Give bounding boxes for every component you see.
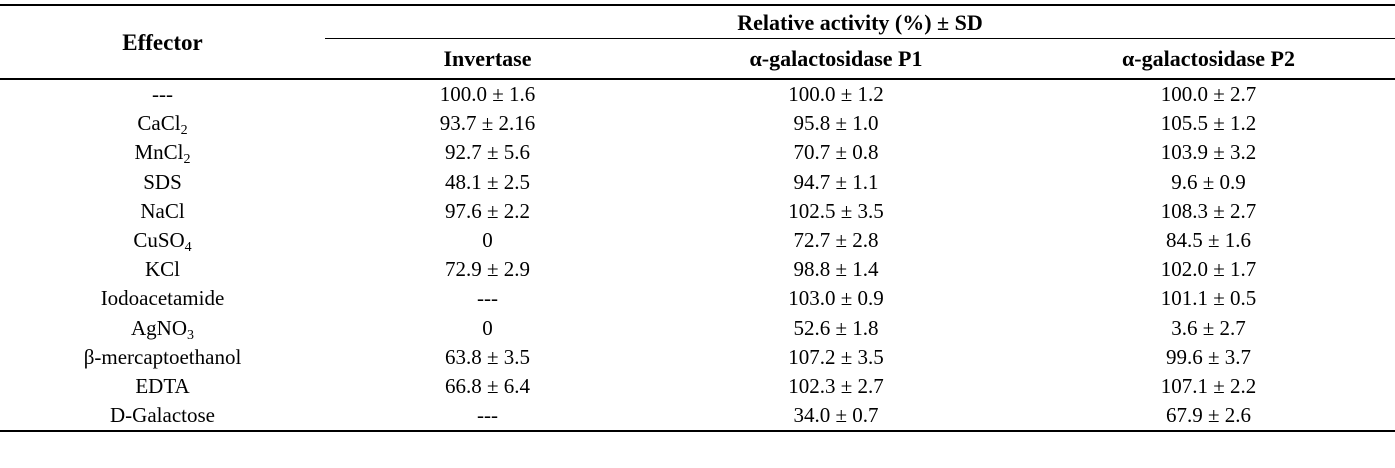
table-row	[0, 197, 1395, 226]
galactosidase-p2-value-cell: 101.1 ± 0.5	[1160, 286, 1257, 311]
invertase-value-cell: 0	[482, 315, 493, 340]
galactosidase-p2-value-cell: 99.6 ± 3.7	[1166, 344, 1252, 369]
table-row	[0, 79, 1395, 109]
galactosidase-p1-value-cell: 107.2 ± 3.5	[788, 344, 884, 369]
effector-cell	[0, 79, 325, 109]
effector-name: D-Galactose	[110, 403, 215, 428]
invertase-value-cell: ---	[477, 286, 498, 311]
galactosidase-p2-value-cell: 107.1 ± 2.2	[1160, 373, 1257, 398]
invertase-value-cell: 63.8 ± 3.5	[444, 344, 531, 369]
effector-cell	[0, 401, 325, 431]
effector-cell	[0, 372, 325, 401]
effector-cell	[0, 343, 325, 372]
invertase-value-cell: 0	[482, 228, 493, 253]
effector-cell	[0, 168, 325, 197]
table-header	[0, 5, 1395, 79]
effector-name: AgNO	[131, 315, 187, 340]
table-row	[0, 284, 1395, 313]
effector-name: CuSO	[133, 228, 185, 253]
galactosidase-p2-column-header: α-galactosidase P2	[1022, 39, 1395, 79]
galactosidase-p2-value-cell: 105.5 ± 1.2	[1160, 111, 1257, 136]
effector-name: ---	[152, 82, 173, 107]
galactosidase-p1-value-cell: 100.0 ± 1.2	[788, 82, 884, 107]
table-body	[0, 79, 1395, 431]
effector-cell	[0, 284, 325, 313]
effector-subscript: 3	[187, 327, 194, 343]
invertase-value-cell: 97.6 ± 2.2	[444, 198, 531, 223]
effector-cell	[0, 255, 325, 284]
galactosidase-p1-value-cell: 72.7 ± 2.8	[793, 228, 879, 253]
invertase-column-header: Invertase	[325, 39, 650, 79]
galactosidase-p2-value-cell: 84.5 ± 1.6	[1166, 228, 1252, 253]
invertase-value-cell: 72.9 ± 2.9	[444, 257, 531, 282]
effector-name: β-mercaptoethanol	[83, 344, 242, 369]
invertase-value-cell: ---	[325, 401, 650, 431]
galactosidase-p1-value-cell: 103.0 ± 0.9	[788, 286, 884, 311]
galactosidase-p1-value-cell: 52.6 ± 1.8	[793, 315, 879, 340]
galactosidase-p1-value-cell: 70.7 ± 0.8	[793, 140, 879, 165]
effector-activity-table	[0, 4, 1395, 432]
effector-name: Iodoacetamide	[100, 286, 225, 311]
invertase-value-cell: 100.0 ± 1.6	[439, 82, 536, 107]
invertase-value-cell: 92.7 ± 5.6	[444, 140, 531, 165]
galactosidase-p1-value-cell: 102.5 ± 3.5	[788, 198, 884, 223]
galactosidase-p1-value-cell: 34.0 ± 0.7	[650, 401, 1022, 431]
table-row	[0, 138, 1395, 167]
table-row	[0, 168, 1395, 197]
table-row	[0, 343, 1395, 372]
galactosidase-p2-value-cell: 67.9 ± 2.6	[1022, 401, 1395, 431]
effector-column-header: Effector	[0, 5, 325, 79]
galactosidase-p1-value-cell: 94.7 ± 1.1	[793, 169, 879, 194]
effector-cell	[0, 109, 325, 138]
effector-cell	[0, 138, 325, 167]
table-row	[0, 255, 1395, 284]
galactosidase-p2-value-cell: 102.0 ± 1.7	[1160, 257, 1257, 282]
table-row	[0, 109, 1395, 138]
effector-subscript: 4	[184, 240, 192, 256]
effector-name: SDS	[143, 169, 182, 194]
invertase-value-cell: 93.7 ± 2.16	[439, 111, 536, 136]
effector-name: MnCl	[134, 140, 184, 165]
table-row	[0, 314, 1395, 343]
table-row	[0, 372, 1395, 401]
invertase-value-cell: 66.8 ± 6.4	[444, 373, 531, 398]
effector-name: CaCl	[137, 111, 181, 136]
effector-name: KCl	[144, 257, 180, 282]
table-row	[0, 226, 1395, 255]
galactosidase-p2-value-cell: 108.3 ± 2.7	[1160, 198, 1257, 223]
invertase-value-cell: 48.1 ± 2.5	[444, 169, 531, 194]
galactosidase-p1-value-cell: 102.3 ± 2.7	[788, 373, 884, 398]
header-row-group	[0, 5, 1395, 39]
galactosidase-p2-value-cell: 3.6 ± 2.7	[1171, 315, 1246, 340]
galactosidase-p1-value-cell: 98.8 ± 1.4	[793, 257, 879, 282]
effector-name: NaCl	[140, 198, 185, 223]
relative-activity-group-header: Relative activity (%) ± SD	[325, 5, 1395, 39]
galactosidase-p1-value-cell: 95.8 ± 1.0	[793, 111, 879, 136]
effector-cell	[0, 314, 325, 343]
effector-cell	[0, 226, 325, 255]
effector-cell	[0, 197, 325, 226]
effector-subscript: 2	[180, 123, 188, 139]
galactosidase-p1-column-header: α-galactosidase P1	[650, 39, 1022, 79]
effector-name: EDTA	[135, 373, 190, 398]
table-row	[0, 401, 1395, 431]
galactosidase-p2-value-cell: 9.6 ± 0.9	[1171, 169, 1246, 194]
galactosidase-p2-value-cell: 100.0 ± 2.7	[1160, 82, 1257, 107]
galactosidase-p2-value-cell: 103.9 ± 3.2	[1160, 140, 1257, 165]
effector-subscript: 2	[183, 152, 191, 168]
